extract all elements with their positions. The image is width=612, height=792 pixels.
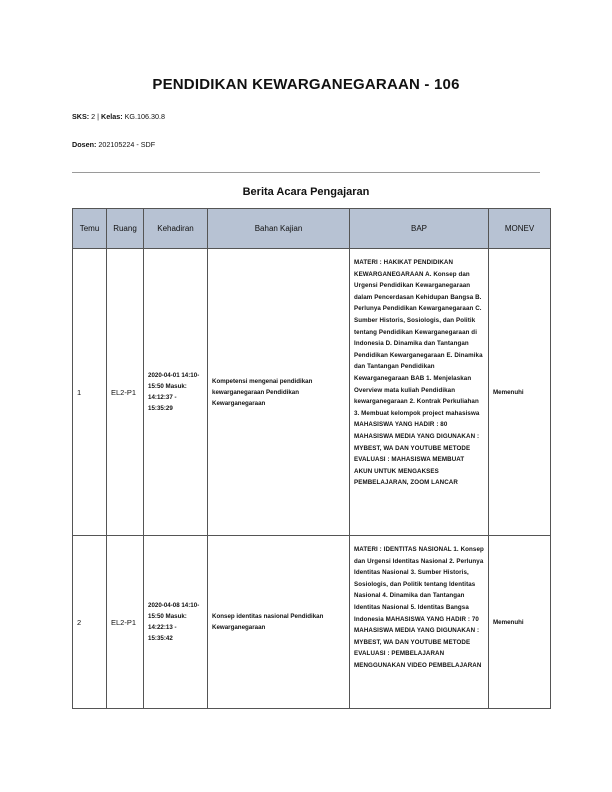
kelas-label: Kelas: <box>101 112 123 121</box>
course-meta <box>72 112 165 121</box>
cell-ruang: EL2-P1 <box>107 536 144 709</box>
divider <box>72 172 540 173</box>
cell-monev: Memenuhi <box>489 536 551 709</box>
col-header-ruang: Ruang <box>107 209 144 249</box>
sks-value: 2 | <box>89 112 102 121</box>
kelas-value: KG.106.30.8 <box>122 112 165 121</box>
cell-bap: MATERI : HAKIKAT PENDIDIKAN KEWARGANEGARAAN A. Konsep dan Urgensi Pendidikan Kewarganegaraan dalam Pencerdasan Kehidupan Bangsa B. Perlunya Pendidikan Kewarganegaraan C. Sumber Historis, Sosiologis, dan Politik tentang Pendidikan Kewarganegaraan di Indonesia D. Dinamika dan Tantangan Pendidikan Kewarganegaraan E. Dinamika dan Tantangan Pendidikan Kewarganegaraan BAB 1. Menjelaskan Overview mata kuliah Pendidikan kewarganegaraan 2. Kontrak Perkuliahan 3. Membuat kelompok project mahasiswa MAHASISWA YANG HADIR : 80 MAHASISWA MEDIA YANG DIGUNAKAN : MYBEST, WA DAN YOUTUBE METODE EVALUASI : MAHASISWA MEMBUAT AKUN UNTUK MENGAKSES PEMBELAJARAN, ZOOM LANCAR <box>350 249 489 536</box>
col-header-bap: BAP <box>350 209 489 249</box>
dosen-label: Dosen: <box>72 140 97 149</box>
cell-monev: Memenuhi <box>489 249 551 536</box>
col-header-temu: Temu <box>73 209 107 249</box>
cell-ruang: EL2-P1 <box>107 249 144 536</box>
page-title: PENDIDIKAN KEWARGANEGARAAN - 106 <box>152 76 460 93</box>
col-header-monev: MONEV <box>489 209 551 249</box>
cell-bap: MATERI : IDENTITAS NASIONAL 1. Konsep dan Urgensi Identitas Nasional 2. Perlunya Identitas Nasional 3. Sumber Historis, Sosiologis, dan Politik tentang Identitas Nasional 4. Dinamika dan Tantangan Identitas Nasional 5. Identitas Bangsa Indonesia MAHASISWA YANG HADIR : 70 MAHASISWA MEDIA YANG DIGUNAKAN : MYBEST, WA DAN YOUTUBE METODE EVALUASI : PEMBELAJARAN MENGGUNAKAN VIDEO PEMBELAJARAN <box>350 536 489 709</box>
cell-kehadiran: 2020-04-08 14:10-15:50 Masuk: 14:22:13 - 15:35:42 <box>144 536 208 709</box>
cell-kehadiran: 2020-04-01 14:10-15:50 Masuk: 14:12:37 - 15:35:29 <box>144 249 208 536</box>
col-header-kehadiran: Kehadiran <box>144 209 208 249</box>
table-title: Berita Acara Pengajaran <box>242 186 370 198</box>
table-header-row <box>73 209 551 249</box>
teaching-record-table <box>72 208 551 709</box>
table-row <box>73 249 551 536</box>
cell-temu: 2 <box>73 536 107 709</box>
cell-temu: 1 <box>73 249 107 536</box>
dosen-value: 202105224 - SDF <box>96 140 156 149</box>
lecturer-meta <box>72 140 155 149</box>
sks-label: SKS: <box>72 112 90 121</box>
cell-bahan-kajian: Kompetensi mengenai pendidikan kewarganegaraan Pendidikan Kewarganegaraan <box>208 249 350 536</box>
table-row <box>73 536 551 709</box>
cell-bahan-kajian: Konsep identitas nasional Pendidikan Kewarganegaraan <box>208 536 350 709</box>
col-header-bahan-kajian: Bahan Kajian <box>208 209 350 249</box>
